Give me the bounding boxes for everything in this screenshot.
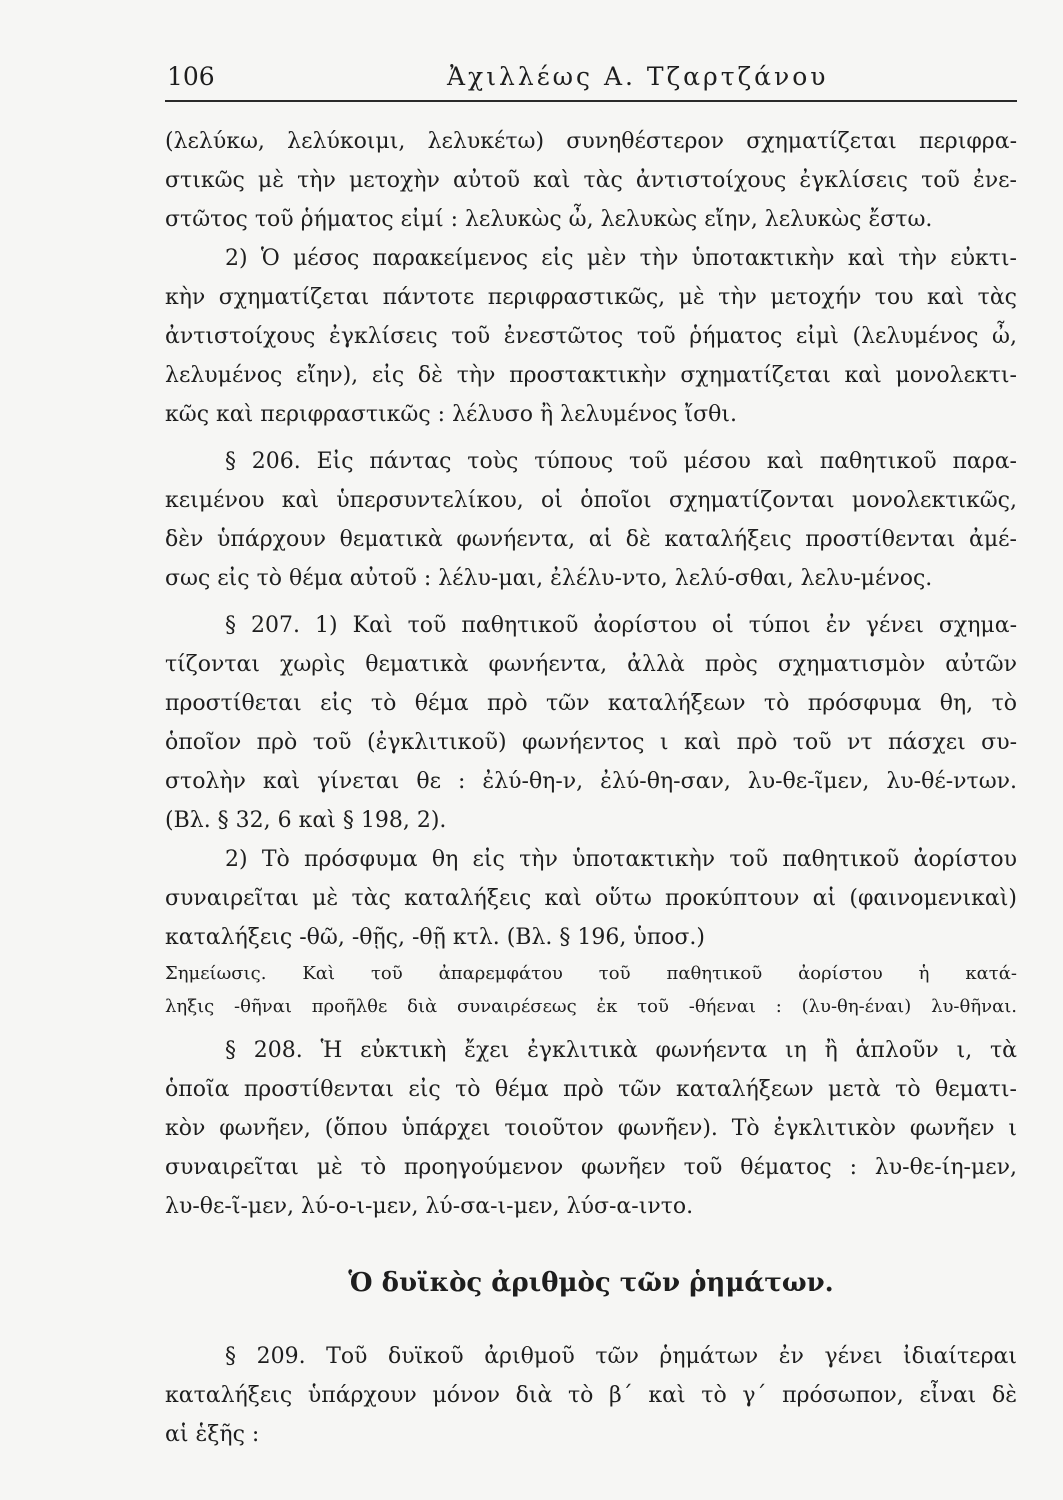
page-header	[165, 60, 1017, 100]
note-line: ληξις -θῆναι προῆλθε διὰ συναιρέσεως ἐκ τοῦ -θήεναι : (λυ-θη-έναι) λυ-θῆναι.	[165, 996, 1017, 1017]
text-line: § 208. Ἡ εὐκτικὴ ἔχει ἐγκλιτικὰ φωνήεντα ιη ἢ ἁπλοῦν ι, τὰ	[225, 1038, 1017, 1063]
text-line: § 209. Τοῦ δυϊκοῦ ἀριθμοῦ τῶν ῥημάτων ἐν γένει ἰδιαίτεραι	[225, 1344, 1017, 1369]
text-line: συναιρεῖται μὲ τὰς καταλήξεις καὶ οὕτω προκύπτουν αἱ (φαινομενικαὶ)	[165, 886, 1017, 911]
text-line: κειμένου καὶ ὑπερσυντελίκου, οἱ ὁποῖοι σχηματίζονται μονολεκτικῶς,	[165, 488, 1017, 513]
page-number: 106	[167, 62, 215, 91]
note-line: Σημείωσις. Καὶ τοῦ ἀπαρεμφάτου τοῦ παθητικοῦ ἀορίστου ἡ κατά-	[165, 963, 1017, 984]
text-line: καταλήξεις ὑπάρχουν μόνον διὰ τὸ β΄ καὶ τὸ γ΄ πρόσωπον, εἶναι δὲ	[165, 1383, 1017, 1408]
text-line: 2) Ὁ μέσος παρακείμενος εἰς μὲν τὴν ὑποτακτικὴν καὶ τὴν εὐκτι-	[225, 246, 1017, 271]
text-line: ὁποῖα προστίθενται εἰς τὸ θέμα πρὸ τῶν καταλήξεων μετὰ τὸ θεματι-	[165, 1077, 1017, 1102]
section-207	[165, 606, 1017, 840]
section-207-part-2	[165, 840, 1017, 957]
text-line: (λελύκω, λελύκοιμι, λελυκέτω) συνηθέστερον σχηματίζεται περιφρα-	[165, 129, 1017, 154]
section-206	[165, 442, 1017, 598]
text-line: λελυμένος εἴην), εἰς δὲ τὴν προστακτικὴν σχηματίζεται καὶ μονολεκτι-	[165, 363, 1017, 388]
text-line: κὸν φωνῆεν, (ὅπου ὑπάρχει τοιοῦτον φωνῆεν). Τὸ ἐγκλιτικὸν φωνῆεν ι	[165, 1116, 1017, 1141]
text-line: καταλήξεις -θῶ, -θῇς, -θῇ κτλ. (Βλ. § 196, ὑποσ.)	[165, 925, 706, 950]
text-line: κὴν σχηματίζεται πάντοτε περιφραστικῶς, μὲ τὴν μετοχήν του καὶ τὰς	[165, 285, 1017, 310]
section-209	[165, 1337, 1017, 1454]
section-208	[165, 1031, 1017, 1226]
text-line: συναιρεῖται μὲ τὸ προηγούμενον φωνῆεν τοῦ θέματος : λυ-θε-ίη-μεν,	[165, 1155, 1017, 1180]
header-rule	[165, 100, 1017, 102]
text-line: δὲν ὑπάρχουν θεματικὰ φωνήεντα, αἱ δὲ καταλήξεις προστίθενται ἀμέ-	[165, 527, 1017, 552]
text-line: τίζονται χωρὶς θεματικὰ φωνήεντα, ἀλλὰ πρὸς σχηματισμὸν αὐτῶν	[165, 652, 1017, 677]
text-line: σως εἰς τὸ θέμα αὐτοῦ : λέλυ-μαι, ἐλέλυ-ντο, λελύ-σθαι, λελυ-μένος.	[165, 566, 933, 591]
text-line: στῶτος τοῦ ῥήματος εἰμί : λελυκὼς ὦ, λελυκὼς εἴην, λελυκὼς ἔστω.	[165, 207, 933, 232]
text-line: κῶς καὶ περιφραστικῶς : λέλυσο ἢ λελυμένος ἴσθι.	[165, 402, 737, 427]
text-line: § 206. Εἰς πάντας τοὺς τύπους τοῦ μέσου καὶ παθητικοῦ παρα-	[225, 449, 1017, 474]
text-line: στικῶς μὲ τὴν μετοχὴν αὐτοῦ καὶ τὰς ἀντιστοίχους ἐγκλίσεις τοῦ ἐνε-	[165, 168, 1017, 193]
paragraph-2	[165, 239, 1017, 434]
text-line: ὁποῖον πρὸ τοῦ (ἐγκλιτικοῦ) φωνήεντος ι καὶ πρὸ τοῦ ντ πάσχει συ-	[165, 730, 1017, 755]
text-body	[165, 122, 1017, 1454]
text-line: 2) Τὸ πρόσφυμα θη εἰς τὴν ὑποτακτικὴν τοῦ παθητικοῦ ἀορίστου	[225, 847, 1017, 872]
section-heading: Ὁ δυϊκὸς ἀριθμὸς τῶν ῥημάτων.	[348, 1268, 834, 1298]
text-line: αἱ ἑξῆς :	[165, 1422, 260, 1447]
running-head: Ἀχιλλέως Α. Τζαρτζάνου	[447, 62, 829, 91]
text-line: στολὴν καὶ γίνεται θε : ἐλύ-θη-ν, ἐλύ-θη-σαν, λυ-θε-ῖμεν, λυ-θέ-ντων.	[165, 769, 1017, 794]
text-line: § 207. 1) Καὶ τοῦ παθητικοῦ ἀορίστου οἱ τύποι ἐν γένει σχημα-	[225, 613, 1017, 638]
text-line: ἀντιστοίχους ἐγκλίσεις τοῦ ἐνεστῶτος τοῦ ῥήματος εἰμὶ (λελυμένος ὦ,	[165, 324, 1017, 349]
text-line: προστίθεται εἰς τὸ θέμα πρὸ τῶν καταλήξεων τὸ πρόσφυμα θη, τὸ	[165, 691, 1017, 716]
paragraph-1	[165, 122, 1017, 239]
note-block	[165, 957, 1017, 1023]
text-line: λυ-θε-ῖ-μεν, λύ-ο-ι-μεν, λύ-σα-ι-μεν, λύσ-α-ιντο.	[165, 1194, 694, 1219]
text-line: (Βλ. § 32, 6 καὶ § 198, 2).	[165, 808, 447, 833]
